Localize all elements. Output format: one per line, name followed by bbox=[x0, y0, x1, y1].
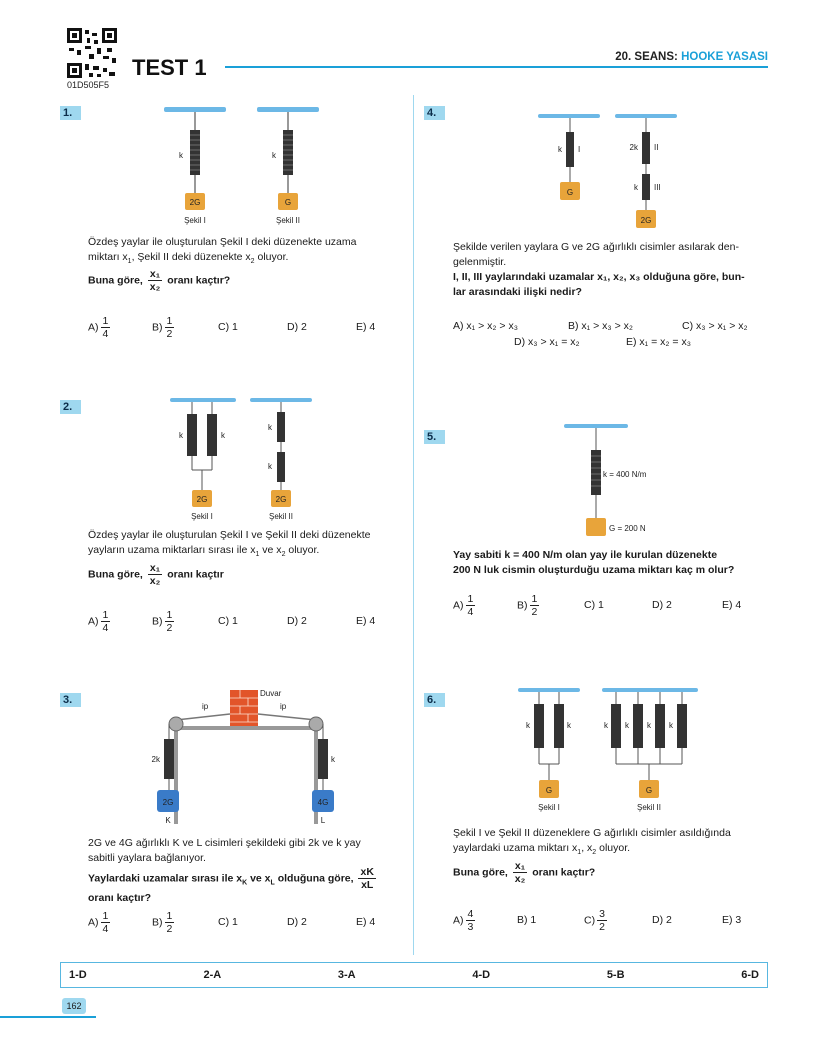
q3-spring-right-label: k bbox=[331, 755, 335, 764]
q5-weight-label: G = 200 N bbox=[609, 524, 646, 533]
q6-option-b[interactable]: B) 1 bbox=[517, 914, 537, 926]
q2-spring-bottom-label: k bbox=[268, 462, 272, 471]
question-6-figure bbox=[510, 684, 710, 816]
q4-option-d[interactable]: D) x₃ > x₁ = x₂ bbox=[514, 336, 580, 348]
q2-box1-label: 2G bbox=[196, 495, 208, 504]
question-4-figure bbox=[530, 104, 690, 234]
q2-spring-left-label: k bbox=[179, 431, 183, 440]
q1-text-line-a: Özdeş yaylar ile oluşturulan Şekil I deki düzenekte uzama bbox=[88, 236, 357, 248]
question-4-number: 4. bbox=[424, 106, 445, 120]
q3-name-right: L bbox=[320, 816, 326, 825]
q5-question-line-a: Yay sabiti k = 400 N/m olan yay ile kurulan düzenekte bbox=[453, 549, 718, 561]
question-3-number: 3. bbox=[60, 693, 81, 707]
q3-name-left: K bbox=[165, 816, 171, 825]
q4-spring2-roman: II bbox=[654, 143, 659, 152]
q2-option-e[interactable]: E) 4 bbox=[356, 615, 376, 627]
q3-option-d[interactable]: D) 2 bbox=[287, 916, 307, 928]
q6-s2-k4: k bbox=[669, 721, 673, 730]
seans-title bbox=[615, 51, 768, 63]
q2-spring-right-label: k bbox=[221, 431, 225, 440]
q1-box1-label: 2G bbox=[189, 198, 201, 207]
q6-s2-k3: k bbox=[647, 721, 651, 730]
question-2-prompt: Buna göre, $\frac{\text{x₁}}{\text{x₂}}$ oranı kaçtır bbox=[88, 562, 224, 587]
q1-option-b[interactable]: B) $\frac{1}{2}$ bbox=[152, 315, 173, 340]
answer-4: 4-D bbox=[472, 969, 491, 981]
q1-option-a[interactable]: A) $\frac{1}{4}$ bbox=[88, 315, 109, 340]
q6-option-d[interactable]: D) 2 bbox=[652, 914, 672, 926]
q2-spring-top-label: k bbox=[268, 423, 272, 432]
q4-option-a[interactable]: A) x₁ > x₂ > x₃ bbox=[453, 320, 518, 332]
q6-box2-label: G bbox=[645, 786, 653, 795]
answer-6: 6-D bbox=[741, 969, 759, 981]
q3-option-b[interactable]: B) $\frac{1}{2}$ bbox=[152, 910, 173, 935]
q3-box-left-label: 2G bbox=[162, 798, 174, 807]
q6-box1-label: G bbox=[545, 786, 553, 795]
question-3-prompt: Yaylardaki uzamalar sırası ile $x_K$ ve $x_L$ olduğuna göre, $\frac{xK}{xL}$ oranı kaçtır? bbox=[88, 866, 374, 904]
question-1-number: 1. bbox=[60, 106, 81, 120]
q2-caption2: Şekil II bbox=[268, 512, 294, 521]
seans-prefix: 20. SEANS: bbox=[615, 51, 678, 63]
q6-s1-k2: k bbox=[567, 721, 571, 730]
q4-text-line-a: Şekilde verilen yaylara G ve 2G ağırlıklı cisimler asılarak den- bbox=[453, 241, 739, 253]
question-2-number: 2. bbox=[60, 400, 81, 414]
q5-option-d[interactable]: D) 2 bbox=[652, 599, 672, 611]
q6-option-e[interactable]: E) 3 bbox=[722, 914, 742, 926]
q6-s2-k1: k bbox=[604, 721, 608, 730]
q1-option-e[interactable]: E) 4 bbox=[356, 321, 376, 333]
q3-text-line-a: 2G ve 4G ağırlıklı K ve L cisimleri şekildeki gibi 2k ve k yay bbox=[88, 837, 361, 849]
q3-box-right-label: 4G bbox=[317, 798, 329, 807]
question-4-text bbox=[453, 240, 768, 300]
q6-text-line-a: Şekil I ve Şekil II düzeneklere G ağırlıklı cisimler asıldığında bbox=[453, 827, 731, 839]
question-1-prompt: Buna göre, $\frac{\text{x₁}}{\text{x₂}}$ oranı kaçtır? bbox=[88, 268, 231, 293]
question-2-figure bbox=[160, 392, 330, 524]
q5-question-line-b: 200 N luk cismin oluşturduğu uzama miktarı kaç m olur? bbox=[453, 564, 735, 576]
q5-option-e[interactable]: E) 4 bbox=[722, 599, 742, 611]
q5-option-c[interactable]: C) 1 bbox=[584, 599, 604, 611]
q4-option-c[interactable]: C) x₃ > x₁ > x₂ bbox=[682, 320, 748, 332]
q2-box2-label: 2G bbox=[275, 495, 287, 504]
q1-spring1-label: k bbox=[179, 151, 183, 160]
q6-s1-k1: k bbox=[526, 721, 530, 730]
q3-rope-right-label: ip bbox=[280, 702, 287, 711]
q2-option-d[interactable]: D) 2 bbox=[287, 615, 307, 627]
q1-option-c[interactable]: C) 1 bbox=[218, 321, 238, 333]
q3-option-a[interactable]: A) $\frac{1}{4}$ bbox=[88, 910, 109, 935]
question-3-text bbox=[88, 836, 408, 866]
q2-option-a[interactable]: A) $\frac{1}{4}$ bbox=[88, 609, 109, 634]
q5-option-b[interactable]: B) $\frac{1}{2}$ bbox=[517, 593, 538, 618]
page-number: 162 bbox=[66, 1001, 82, 1011]
answer-key bbox=[60, 962, 768, 988]
answer-2: 2-A bbox=[203, 969, 222, 981]
question-2-text bbox=[88, 528, 408, 562]
question-5-figure bbox=[560, 420, 700, 545]
q6-option-a[interactable]: A) $\frac{4}{3}$ bbox=[453, 908, 474, 933]
q6-text-line-b: yaylardaki uzama miktarı $x_1$, $x_2$ oluyor. bbox=[453, 842, 631, 857]
qr-code-label: 01D505F5 bbox=[67, 80, 110, 90]
test-title: TEST 1 bbox=[132, 55, 207, 80]
answer-5: 5-B bbox=[606, 969, 625, 981]
q6-option-c[interactable]: C) $\frac{3}{2}$ bbox=[584, 908, 605, 933]
q2-caption1: Şekil I bbox=[191, 512, 213, 521]
qr-code bbox=[67, 28, 117, 78]
q4-spring3-roman: III bbox=[654, 183, 661, 192]
q4-question-line-a: I, II, III yaylarındaki uzamalar x₁, x₂, x₃ olduğuna göre, bun- bbox=[453, 271, 745, 283]
q5-spring-label: k = 400 N/m bbox=[603, 470, 647, 479]
page-number-badge bbox=[62, 998, 86, 1014]
question-3-figure bbox=[140, 684, 360, 829]
header-rule bbox=[225, 66, 768, 68]
q4-question-line-b: lar arasındaki ilişki nedir? bbox=[453, 286, 582, 298]
answer-1: 1-D bbox=[69, 969, 87, 981]
q4-box2-label: 2G bbox=[640, 216, 652, 225]
q1-caption1: Şekil I bbox=[184, 216, 206, 225]
q4-box1-label: G bbox=[566, 188, 574, 197]
q3-text-line-b: sabitli yaylara bağlanıyor. bbox=[88, 852, 206, 864]
q2-option-c[interactable]: C) 1 bbox=[218, 615, 238, 627]
q3-option-e[interactable]: E) 4 bbox=[356, 916, 376, 928]
seans-topic: HOOKE YASASI bbox=[681, 51, 768, 63]
q6-caption2: Şekil II bbox=[636, 803, 662, 812]
question-6-prompt: Buna göre, $\frac{\text{x₁}}{\text{x₂}}$ oranı kaçtır? bbox=[453, 860, 596, 885]
q4-spring1-k: k bbox=[558, 145, 562, 154]
q1-box2-label: G bbox=[284, 198, 292, 207]
q1-text-line-b: miktarı $x_1$, Şekil II deki düzenekte $x_2$ oluyor. bbox=[88, 251, 289, 266]
question-6-number: 6. bbox=[424, 693, 445, 707]
q3-option-c[interactable]: C) 1 bbox=[218, 916, 238, 928]
q2-text-line-a: Özdeş yaylar ile oluşturulan Şekil I ve Şekil II deki düzenekte bbox=[88, 529, 371, 541]
q4-option-e[interactable]: E) x₁ = x₂ = x₃ bbox=[626, 336, 691, 348]
question-1-text bbox=[88, 235, 408, 269]
q3-wall-label: Duvar bbox=[260, 689, 282, 698]
question-1-figure bbox=[150, 100, 340, 230]
q5-option-a[interactable]: A) $\frac{1}{4}$ bbox=[453, 593, 474, 618]
q4-spring2-k: 2k bbox=[629, 143, 638, 152]
answer-3: 3-A bbox=[337, 969, 356, 981]
q4-text-line-b: gelenmiştir. bbox=[453, 256, 507, 268]
q3-rope-left-label: ip bbox=[202, 702, 209, 711]
q4-spring3-k: k bbox=[634, 183, 638, 192]
q4-option-b[interactable]: B) x₁ > x₃ > x₂ bbox=[568, 320, 633, 332]
question-6-text bbox=[453, 826, 768, 860]
q1-spring2-label: k bbox=[272, 151, 276, 160]
column-divider bbox=[413, 95, 414, 955]
q6-caption1: Şekil I bbox=[538, 803, 560, 812]
q1-caption2: Şekil II bbox=[275, 216, 301, 225]
q3-spring-left-label: 2k bbox=[151, 755, 160, 764]
footer-rule bbox=[0, 1016, 96, 1018]
q4-spring1-roman: I bbox=[578, 145, 581, 154]
question-5-prompt bbox=[453, 548, 768, 578]
question-5-number: 5. bbox=[424, 430, 445, 444]
q6-s2-k2: k bbox=[625, 721, 629, 730]
q1-option-d[interactable]: D) 2 bbox=[287, 321, 307, 333]
q2-option-b[interactable]: B) $\frac{1}{2}$ bbox=[152, 609, 173, 634]
q2-text-line-b: yayların uzama miktarları sırası ile $x_1$ ve $x_2$ oluyor. bbox=[88, 544, 320, 559]
